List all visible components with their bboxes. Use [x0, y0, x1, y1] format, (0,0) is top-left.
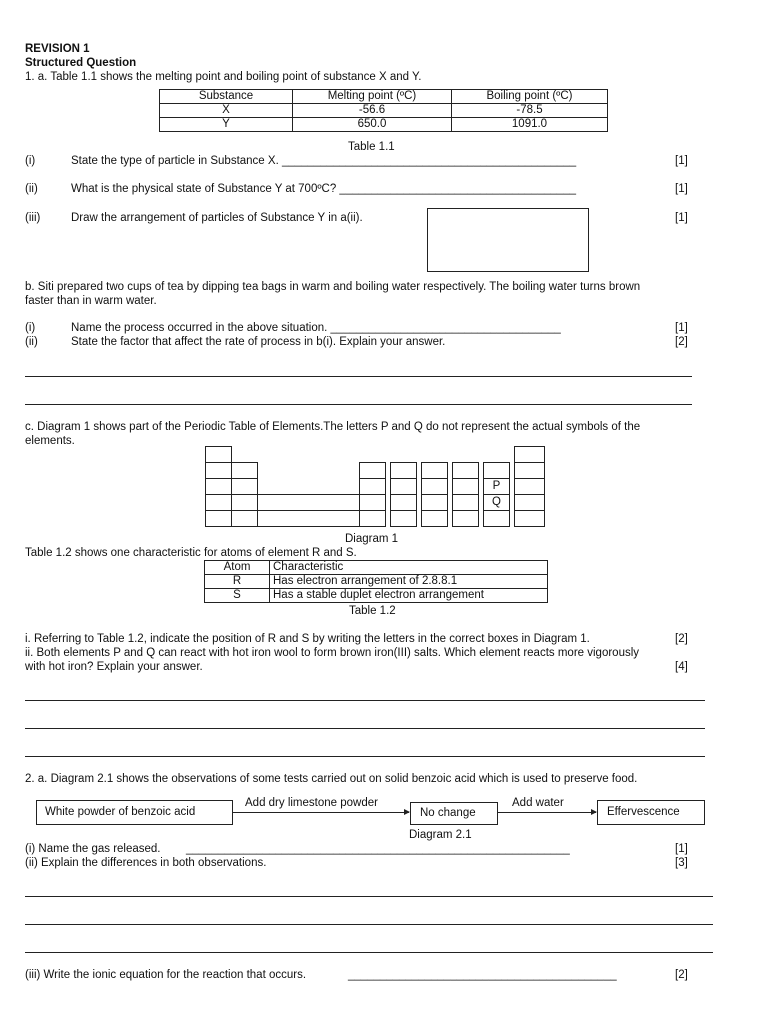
pt-cell[interactable]	[452, 510, 479, 527]
q1a-intro: 1. a. Table 1.1 shows the melting point and boiling point of substance X and Y.	[25, 71, 422, 83]
q1c-i-text: i. Referring to Table 1.2, indicate the position of R and S by writing the letters in the correct boxes in Diagram 1.	[25, 633, 590, 645]
table-row	[205, 575, 548, 589]
pt-cell[interactable]	[452, 494, 479, 511]
pt-cell[interactable]	[205, 478, 232, 495]
table-header-cell: Characteristic	[270, 561, 548, 575]
arrow2-label: Add water	[512, 797, 564, 809]
q2a-intro: 2. a. Diagram 2.1 shows the observations of some tests carried out on solid benzoic acid which is used to preserve food.	[25, 773, 638, 785]
q1a-ii-mark: [1]	[675, 183, 688, 195]
pt-cell[interactable]	[483, 510, 510, 527]
q2a-iii-mark: [2]	[675, 969, 688, 981]
table-1-1	[159, 89, 608, 132]
table-cell: X	[160, 104, 293, 118]
answer-line[interactable]	[25, 404, 692, 405]
pt-cell[interactable]	[205, 494, 232, 511]
q1b-i-text: Name the process occurred in the above situation. ____________________________________	[71, 322, 561, 334]
diagram-1-caption: Diagram 1	[345, 533, 399, 545]
q1a-iii-num: (iii)	[25, 212, 41, 224]
pt-cell[interactable]	[390, 478, 417, 495]
table-cell: S	[205, 589, 270, 603]
pt-cell[interactable]	[231, 478, 258, 495]
table-cell: R	[205, 575, 270, 589]
page-title: REVISION 1	[25, 43, 90, 55]
answer-line[interactable]	[25, 952, 713, 953]
pt-cell[interactable]	[514, 510, 545, 527]
q2a-i-text: (i) Name the gas released.	[25, 843, 161, 855]
q1a-ii-num: (ii)	[25, 183, 38, 195]
answer-line[interactable]	[25, 376, 692, 377]
page-subtitle: Structured Question	[25, 57, 137, 69]
q1a-ii-text: What is the physical state of Substance Y at 700ºC? _____________________________________	[71, 183, 577, 195]
answer-line[interactable]	[25, 896, 713, 897]
pt-transition-block	[257, 494, 360, 511]
q2a-iii-blank[interactable]: __________________________________________	[348, 969, 617, 981]
q1c-ii-mark: [4]	[675, 661, 688, 673]
pt-cell[interactable]	[421, 478, 448, 495]
q1b-intro-line2: faster than in warm water.	[25, 295, 157, 307]
q1c-ii-text-line1: ii. Both elements P and Q can react with hot iron wool to form brown iron(III) salts. Which element reacts more vigorously	[25, 647, 640, 659]
table-cell: 1091.0	[452, 118, 608, 132]
flow-box-benzoic-acid	[36, 800, 233, 825]
table-row	[160, 118, 608, 132]
table-header-cell: Substance	[160, 90, 293, 104]
pt-cell-q: Q	[483, 494, 510, 511]
pt-cell[interactable]	[390, 494, 417, 511]
table-1-1-caption: Table 1.1	[348, 141, 395, 153]
answer-line[interactable]	[25, 924, 713, 925]
pt-cell[interactable]	[421, 494, 448, 511]
table-cell: Has electron arrangement of 2.8.8.1	[270, 575, 548, 589]
q1b-ii-mark: [2]	[675, 336, 688, 348]
q2a-i-mark: [1]	[675, 843, 688, 855]
table-header-cell: Boiling point (ºC)	[452, 90, 608, 104]
answer-line[interactable]	[25, 700, 705, 701]
answer-line[interactable]	[25, 728, 705, 729]
arrow-right-icon	[232, 812, 409, 813]
flow-box-effervescence	[597, 800, 705, 825]
q1a-iii-text: Draw the arrangement of particles of Substance Y in a(ii).	[71, 212, 363, 224]
q1c-ii-text-line2: with hot iron? Explain your answer.	[25, 661, 203, 673]
q1c-intro-line1: c. Diagram 1 shows part of the Periodic Table of Elements.The letters P and Q do not represent the actual symbols of the	[25, 421, 641, 433]
table-cell: -56.6	[293, 104, 452, 118]
q1a-i-mark: [1]	[675, 155, 688, 167]
table-cell: Has a stable duplet electron arrangement	[270, 589, 548, 603]
table-cell: 650.0	[293, 118, 452, 132]
table-header-cell: Melting point (ºC)	[293, 90, 452, 104]
table-cell: -78.5	[452, 104, 608, 118]
answer-line[interactable]	[25, 756, 705, 757]
pt-cell[interactable]	[390, 462, 417, 479]
pt-cell[interactable]	[205, 462, 232, 479]
q2a-ii-text: (ii) Explain the differences in both observations.	[25, 857, 267, 869]
pt-cell[interactable]	[514, 462, 545, 479]
flow-box-no-change	[410, 802, 498, 825]
pt-cell-p: P	[483, 478, 510, 495]
pt-cell[interactable]	[483, 462, 510, 479]
pt-cell[interactable]	[231, 510, 258, 527]
q1b-ii-num: (ii)	[25, 336, 38, 348]
table-row	[205, 589, 548, 603]
table-row	[160, 90, 608, 104]
pt-cell[interactable]	[231, 462, 258, 479]
table-1-2-caption: Table 1.2	[349, 605, 396, 617]
pt-cell[interactable]	[359, 478, 386, 495]
pt-cell[interactable]	[452, 462, 479, 479]
table-1-2-intro: Table 1.2 shows one characteristic for atoms of element R and S.	[25, 547, 357, 559]
flow-box-no-change-label: No change	[420, 807, 476, 819]
q2a-ii-mark: [3]	[675, 857, 688, 869]
pt-transition-block	[257, 510, 360, 527]
q1b-i-mark: [1]	[675, 322, 688, 334]
q1b-ii-text: State the factor that affect the rate of process in b(i). Explain your answer.	[71, 336, 446, 348]
pt-cell[interactable]	[452, 478, 479, 495]
q2a-i-blank[interactable]: ____________________________________________________________	[186, 843, 570, 855]
pt-cell[interactable]	[514, 478, 545, 495]
q1c-i-mark: [2]	[675, 633, 688, 645]
table-header-cell: Atom	[205, 561, 270, 575]
q1b-intro-line1: b. Siti prepared two cups of tea by dipping tea bags in warm and boiling water respectively. The boiling water turns brown	[25, 281, 641, 293]
pt-cell[interactable]	[514, 446, 545, 463]
q1b-i-num: (i)	[25, 322, 36, 334]
q1a-i-num: (i)	[25, 155, 36, 167]
pt-cell[interactable]	[205, 446, 232, 463]
pt-cell[interactable]	[359, 462, 386, 479]
q2a-iii-text: (iii) Write the ionic equation for the reaction that occurs.	[25, 969, 307, 981]
pt-cell[interactable]	[205, 510, 232, 527]
drawing-answer-box[interactable]	[427, 208, 589, 272]
arrow1-label: Add dry limestone powder	[245, 797, 378, 809]
flow-box-benzoic-acid-label: White powder of benzoic acid	[45, 806, 196, 818]
q1c-intro-line2: elements.	[25, 435, 75, 447]
pt-cell[interactable]	[390, 510, 417, 527]
pt-cell[interactable]	[421, 510, 448, 527]
pt-cell[interactable]	[514, 494, 545, 511]
table-row	[160, 104, 608, 118]
arrow-right-icon	[497, 812, 596, 813]
pt-cell[interactable]	[359, 510, 386, 527]
diagram-2-1-caption: Diagram 2.1	[409, 829, 472, 841]
table-cell: Y	[160, 118, 293, 132]
q1a-i-text: State the type of particle in Substance X. ______________________________________________	[71, 155, 577, 167]
pt-cell[interactable]	[421, 462, 448, 479]
table-row	[205, 561, 548, 575]
flow-box-effervescence-label: Effervescence	[607, 806, 680, 818]
table-1-2	[204, 560, 548, 603]
q1a-iii-mark: [1]	[675, 212, 688, 224]
pt-cell[interactable]	[359, 494, 386, 511]
pt-cell[interactable]	[231, 494, 258, 511]
